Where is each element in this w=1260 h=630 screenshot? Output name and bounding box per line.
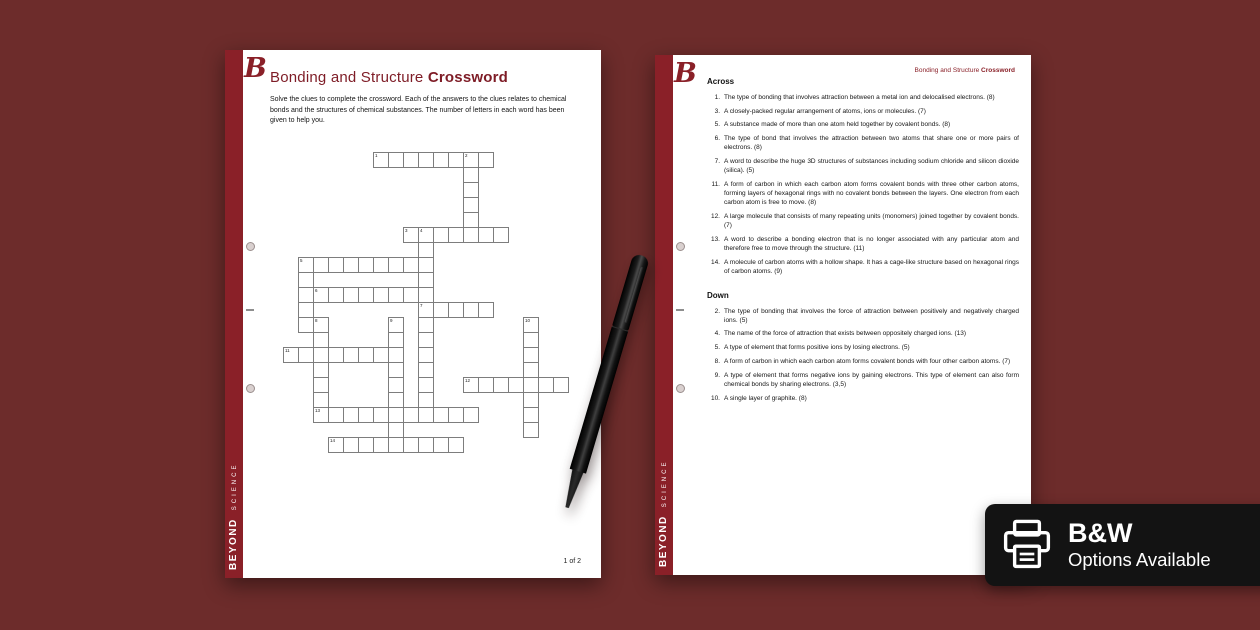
clue-text: A substance made of more than one atom held together by covalent bonds. (8) <box>724 121 951 129</box>
crossword-cell <box>433 227 449 243</box>
clue-number: 5. <box>714 121 720 129</box>
crossword-cell <box>313 287 329 303</box>
crossword-cell <box>388 377 404 393</box>
brand-vertical-text <box>228 400 239 570</box>
crossword-cell <box>418 437 434 453</box>
crossword-cell-number: 1 <box>375 153 378 158</box>
clue-number: 14. <box>710 259 720 267</box>
crossword-cell-number: 12 <box>465 378 471 383</box>
clue-text: A word to describe a bonding electron that is no longer associated with any particular atom and therefore free to move through the structure. (11) <box>724 236 1019 253</box>
crossword-cell <box>328 407 344 423</box>
crossword-grid <box>283 152 573 457</box>
crossword-cell <box>343 407 359 423</box>
crossword-cell <box>523 317 539 333</box>
hole-punch <box>676 242 685 251</box>
crossword-cell <box>478 302 494 318</box>
crossword-cell <box>313 377 329 393</box>
crossword-cell <box>403 437 419 453</box>
crossword-cell <box>523 377 539 393</box>
crossword-cell <box>343 437 359 453</box>
clue-text: A form of carbon in which each carbon atom forms covalent bonds with three other carbon atoms, forming layers of hexagonal rings with no covalent bonds between the layers. One electron from each carbon atom is free to move. (8) <box>724 181 1019 207</box>
across-clue-list <box>707 93 1019 277</box>
crossword-cell <box>358 437 374 453</box>
clue-number: 12. <box>710 213 720 221</box>
clue-number: 10. <box>710 394 720 402</box>
crossword-cell <box>358 287 374 303</box>
crossword-cell <box>388 332 404 348</box>
running-header <box>915 67 1015 74</box>
crossword-cell <box>373 287 389 303</box>
crossword-cell <box>328 287 344 303</box>
fold-mark <box>676 309 684 311</box>
brand-vertical-text <box>658 397 669 567</box>
clue-item <box>707 212 1019 230</box>
fold-mark <box>246 309 254 311</box>
clue-item <box>707 394 1019 403</box>
crossword-cell <box>418 272 434 288</box>
clue-text: A closely-packed regular arrangement of atoms, ions or molecules. (7) <box>724 107 926 115</box>
badge-subtitle: Options Available <box>1068 549 1211 571</box>
crossword-cell-number: 7 <box>420 303 423 308</box>
clue-number: 1. <box>714 94 720 101</box>
hole-punch <box>246 384 255 393</box>
clue-text: A type of element that forms negative ions by gaining electrons. This type of element can also form chemical bonds by sharing electrons. (3,5) <box>724 371 1019 388</box>
crossword-cell-number: 14 <box>330 438 336 443</box>
crossword-cell <box>463 152 479 168</box>
down-heading: Down <box>707 290 729 300</box>
clue-text: A type of element that forms positive ions by losing electrons. (5) <box>724 344 910 352</box>
crossword-cell <box>418 347 434 363</box>
crossword-cell <box>418 332 434 348</box>
crossword-cell <box>538 377 554 393</box>
crossword-cell <box>463 377 479 393</box>
crossword-cell <box>388 407 404 423</box>
crossword-cell <box>418 377 434 393</box>
crossword-cell-number: 6 <box>315 288 318 293</box>
clue-item <box>707 180 1019 208</box>
crossword-cell <box>508 377 524 393</box>
crossword-cell <box>358 257 374 273</box>
page-title-accent: Crossword <box>427 69 508 86</box>
crossword-cell <box>358 407 374 423</box>
crossword-cell <box>448 302 464 318</box>
hole-punch <box>246 242 255 251</box>
crossword-cell <box>463 302 479 318</box>
crossword-cell <box>373 152 389 168</box>
crossword-cell <box>433 302 449 318</box>
clue-number: 8. <box>714 357 720 365</box>
worksheet-page-1 <box>225 50 601 578</box>
clue-text: A large molecule that consists of many repeating units (monomers) joined together by covalent bonds. (7) <box>724 213 1019 230</box>
crossword-cell <box>313 362 329 378</box>
crossword-cell <box>388 317 404 333</box>
hole-punch <box>676 384 685 393</box>
crossword-cell <box>388 422 404 438</box>
brand-name: BEYOND <box>658 515 669 567</box>
crossword-cell <box>523 347 539 363</box>
beyond-logo: B <box>244 53 267 84</box>
clue-number: 3. <box>714 107 720 115</box>
crossword-cell-number: 9 <box>390 318 393 323</box>
crossword-cell <box>388 347 404 363</box>
crossword-cell <box>418 227 434 243</box>
crossword-cell <box>328 257 344 273</box>
clue-item <box>707 235 1019 253</box>
running-header-main: Bonding and Structure <box>914 67 982 74</box>
crossword-cell <box>313 392 329 408</box>
crossword-cell <box>403 287 419 303</box>
page-number: 1 of 2 <box>563 558 581 565</box>
brand-division: SCIENCE <box>662 459 668 508</box>
crossword-cell <box>523 422 539 438</box>
crossword-cell <box>388 257 404 273</box>
crossword-cell <box>358 347 374 363</box>
crossword-cell <box>448 407 464 423</box>
worksheet-page-2 <box>655 55 1031 575</box>
crossword-cell <box>523 407 539 423</box>
crossword-cell <box>493 377 509 393</box>
brand-name: BEYOND <box>228 518 239 570</box>
clue-number: 11. <box>711 181 720 189</box>
crossword-cell <box>478 377 494 393</box>
clue-item <box>707 343 1019 352</box>
crossword-cell <box>463 227 479 243</box>
brand-stripe <box>655 55 673 575</box>
crossword-cell <box>418 362 434 378</box>
crossword-cell <box>343 257 359 273</box>
down-clue-list <box>707 307 1019 403</box>
crossword-cell <box>418 152 434 168</box>
clue-text: A word to describe the huge 3D structures of substances including sodium chloride and silicon dioxide (silica). (5) <box>724 158 1019 175</box>
crossword-cell <box>313 407 329 423</box>
crossword-cell <box>373 407 389 423</box>
crossword-cell-number: 8 <box>315 318 318 323</box>
crossword-cell <box>313 332 329 348</box>
clue-item <box>707 157 1019 175</box>
pen-clip <box>625 267 644 323</box>
crossword-cell <box>283 347 299 363</box>
crossword-cell <box>418 317 434 333</box>
bw-options-badge[interactable] <box>985 504 1260 586</box>
crossword-cell <box>463 167 479 183</box>
crossword-cell <box>313 257 329 273</box>
crossword-cell <box>463 212 479 228</box>
page-title-main: Bonding and Structure <box>270 69 428 86</box>
running-header-accent: Crossword <box>981 67 1015 74</box>
crossword-cell <box>418 392 434 408</box>
clue-item <box>707 258 1019 276</box>
crossword-cell <box>433 152 449 168</box>
crossword-cell-number: 10 <box>525 318 531 323</box>
crossword-cell <box>478 227 494 243</box>
beyond-logo: B <box>674 58 697 89</box>
crossword-cell <box>373 347 389 363</box>
badge-text <box>1068 518 1211 571</box>
crossword-cell-number: 4 <box>420 228 423 233</box>
crossword-cell <box>388 152 404 168</box>
crossword-cell <box>388 362 404 378</box>
crossword-cell <box>298 272 314 288</box>
crossword-cell-number: 3 <box>405 228 408 233</box>
crossword-cell <box>493 227 509 243</box>
printer-icon <box>1000 518 1054 572</box>
crossword-cell <box>523 332 539 348</box>
crossword-cell <box>433 407 449 423</box>
clue-item <box>707 371 1019 389</box>
crossword-cell <box>388 287 404 303</box>
clue-number: 5. <box>714 344 720 352</box>
crossword-cell <box>403 257 419 273</box>
crossword-cell <box>328 347 344 363</box>
crossword-cell <box>328 437 344 453</box>
crossword-cell <box>403 152 419 168</box>
clue-number: 6. <box>714 135 720 143</box>
instructions-text: Solve the clues to complete the crossword. Each of the answers to the clues relates to chemical bonds and the structures of chemical substances. The number of letters in each word has been given to help you. <box>270 96 567 124</box>
crossword-cell <box>388 437 404 453</box>
clue-text: The type of bonding that involves the force of attraction between positively and negatively charged ions. (5) <box>724 307 1019 324</box>
clue-number: 9. <box>714 371 720 379</box>
page-title <box>270 69 508 86</box>
crossword-cell <box>343 287 359 303</box>
crossword-cell <box>448 227 464 243</box>
across-heading: Across <box>707 77 735 86</box>
crossword-cell <box>418 407 434 423</box>
clue-number: 2. <box>714 307 720 315</box>
crossword-cell <box>418 302 434 318</box>
clue-number: 7. <box>714 158 720 166</box>
brand-stripe <box>225 50 243 578</box>
clue-text: The name of the force of attraction that exists between oppositely charged ions. (13) <box>724 330 967 338</box>
crossword-cell <box>523 362 539 378</box>
crossword-cell <box>313 317 329 333</box>
clue-item <box>707 93 1019 102</box>
crossword-cell <box>463 197 479 213</box>
clue-item <box>707 107 1019 116</box>
clue-text: A form of carbon in which each carbon atom forms covalent bonds with four other carbon atoms. (7) <box>724 357 1011 365</box>
brand-division: SCIENCE <box>232 462 238 511</box>
clue-item <box>707 357 1019 366</box>
clues-panel <box>707 77 1019 407</box>
clue-number: 4. <box>714 330 720 338</box>
crossword-cell <box>373 437 389 453</box>
crossword-cell <box>298 257 314 273</box>
crossword-cell <box>298 287 314 303</box>
pen-cap <box>612 253 650 331</box>
clue-item <box>707 307 1019 325</box>
crossword-cell <box>418 257 434 273</box>
clue-text: The type of bonding that involves attraction between a metal ion and delocalised electrons. (8) <box>724 94 995 101</box>
clue-item <box>707 134 1019 152</box>
badge-title: B&W <box>1068 518 1133 549</box>
clue-text: A molecule of carbon atoms with a hollow shape. It has a cage-like structure based on hexagonal rings of carbon atoms. (9) <box>724 259 1019 276</box>
clue-text: A single layer of graphite. (8) <box>724 394 807 402</box>
crossword-cell <box>553 377 569 393</box>
clue-item <box>707 120 1019 129</box>
crossword-cell-number: 5 <box>300 258 303 263</box>
crossword-cell <box>418 287 434 303</box>
crossword-cell-number: 11 <box>285 348 290 353</box>
crossword-cell <box>403 227 419 243</box>
crossword-cell <box>448 437 464 453</box>
crossword-cell <box>343 347 359 363</box>
clue-number: 13. <box>710 236 720 244</box>
crossword-cell <box>373 257 389 273</box>
crossword-cell <box>418 242 434 258</box>
crossword-cell-number: 13 <box>315 408 321 413</box>
crossword-cell <box>478 152 494 168</box>
clue-text: The type of bond that involves the attraction between two atoms that share one or more pairs of electrons. (8) <box>724 135 1019 152</box>
crossword-cell <box>448 152 464 168</box>
crossword-cell <box>298 347 314 363</box>
crossword-cell <box>403 407 419 423</box>
crossword-cell <box>298 317 314 333</box>
clue-item <box>707 329 1019 338</box>
crossword-cell <box>388 392 404 408</box>
crossword-cell <box>523 392 539 408</box>
crossword-cell <box>463 407 479 423</box>
crossword-cell <box>463 182 479 198</box>
crossword-cell-number: 2 <box>465 153 468 158</box>
crossword-cell <box>433 437 449 453</box>
crossword-cell <box>298 302 314 318</box>
crossword-cell <box>313 347 329 363</box>
